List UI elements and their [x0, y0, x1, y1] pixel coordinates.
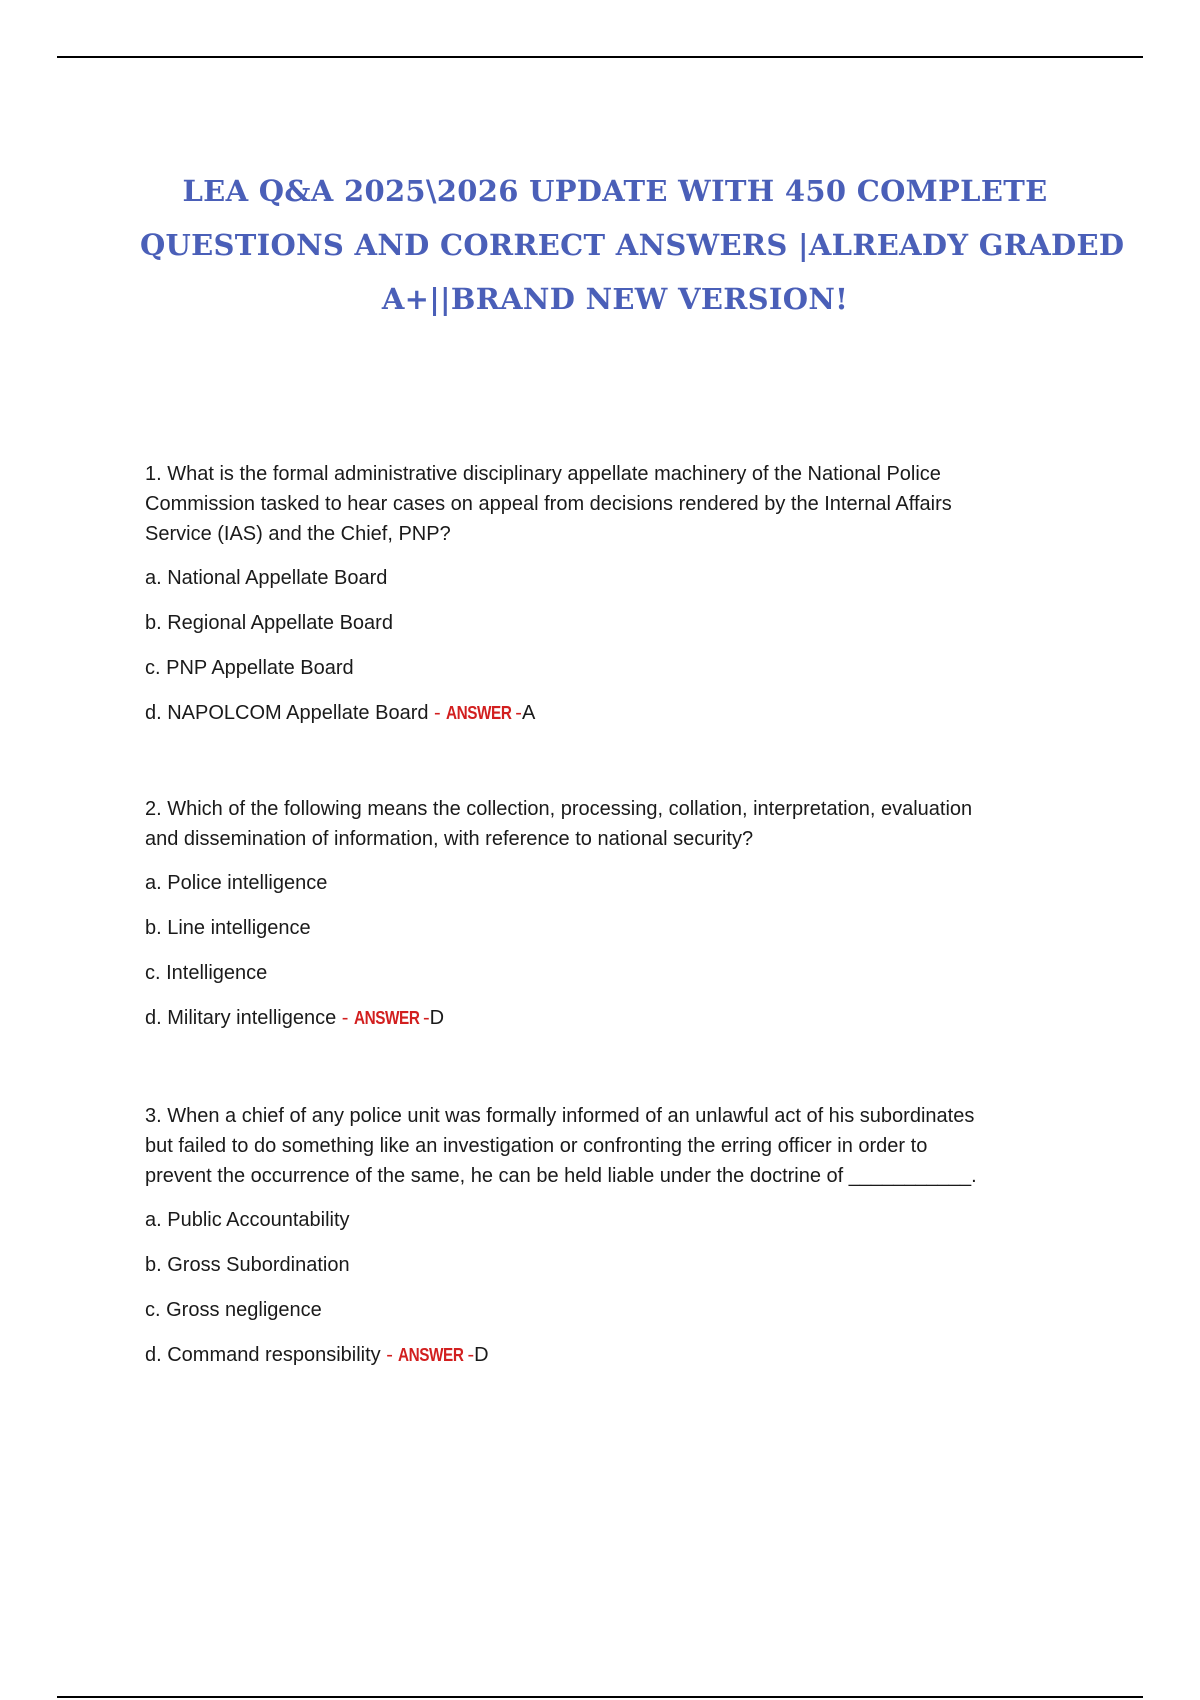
- bottom-divider: [57, 1696, 1143, 1698]
- option-b: b. Gross Subordination: [145, 1254, 350, 1276]
- stem-line: Service (IAS) and the Chief, PNP?: [145, 523, 451, 545]
- answer-label: ANSWER: [353, 1008, 420, 1028]
- answer-value: D: [429, 1007, 445, 1029]
- stem-line: but failed to do something like an investigation or confronting the erring officer in order to: [145, 1135, 928, 1157]
- option-d-text: d. Military intelligence: [145, 1007, 337, 1029]
- option-b: b. Line intelligence: [145, 917, 311, 939]
- answer-dash: -: [515, 702, 522, 724]
- option-b: b. Regional Appellate Board: [145, 612, 393, 634]
- answer-value: A: [521, 702, 536, 724]
- stem-line: and dissemination of information, with reference to national security?: [145, 828, 754, 850]
- answer-separator: -: [386, 1344, 399, 1366]
- stem-line: Commission tasked to hear cases on appeal from decisions rendered by the Internal Affairs: [145, 493, 952, 515]
- document-title: [140, 164, 1125, 326]
- title-line-1: LEA Q&A 2025\2026 UPDATE WITH 450 COMPLETE: [182, 174, 1048, 209]
- option-d-text: d. Command responsibility: [145, 1344, 381, 1366]
- option-d: [145, 1340, 1075, 1370]
- option-c: c. Gross negligence: [145, 1299, 322, 1321]
- option-a: a. National Appellate Board: [145, 567, 388, 589]
- top-divider: [57, 56, 1143, 58]
- option-d: [145, 1003, 1075, 1033]
- option-a: a. Public Accountability: [145, 1209, 350, 1231]
- question-3: [145, 1101, 1075, 1385]
- stem-line: prevent the occurrence of the same, he can be held liable under the doctrine of ___________.: [145, 1165, 977, 1187]
- answer-value: D: [474, 1344, 489, 1366]
- question-stem: [145, 459, 1075, 549]
- answer-dash: -: [467, 1344, 475, 1366]
- question-stem: [145, 1101, 1075, 1191]
- answer-separator: -: [341, 1007, 354, 1029]
- option-c: c. PNP Appellate Board: [145, 657, 354, 679]
- option-a: a. Police intelligence: [145, 872, 328, 894]
- question-stem: [145, 794, 1075, 854]
- title-line-2: QUESTIONS AND CORRECT ANSWERS |ALREADY GRADED: [140, 228, 1125, 263]
- stem-line: 3. When a chief of any police unit was formally informed of an unlawful act of his subordinates: [145, 1105, 975, 1127]
- answer-label: ANSWER: [446, 703, 512, 723]
- option-d-text: d. NAPOLCOM Appellate Board: [145, 702, 429, 724]
- option-d: [145, 698, 1075, 728]
- answer-dash: -: [422, 1007, 430, 1029]
- answer-label: ANSWER: [398, 1345, 464, 1365]
- stem-line: 1. What is the formal administrative disciplinary appellate machinery of the National Police: [145, 463, 941, 485]
- stem-line: 2. Which of the following means the collection, processing, collation, interpretation, evaluation: [145, 798, 973, 820]
- question-2: [145, 794, 1075, 1048]
- answer-separator: -: [434, 702, 447, 724]
- title-line-3: A+||BRAND NEW VERSION!: [381, 282, 849, 317]
- option-c: c. Intelligence: [145, 962, 268, 984]
- question-1: [145, 459, 1075, 743]
